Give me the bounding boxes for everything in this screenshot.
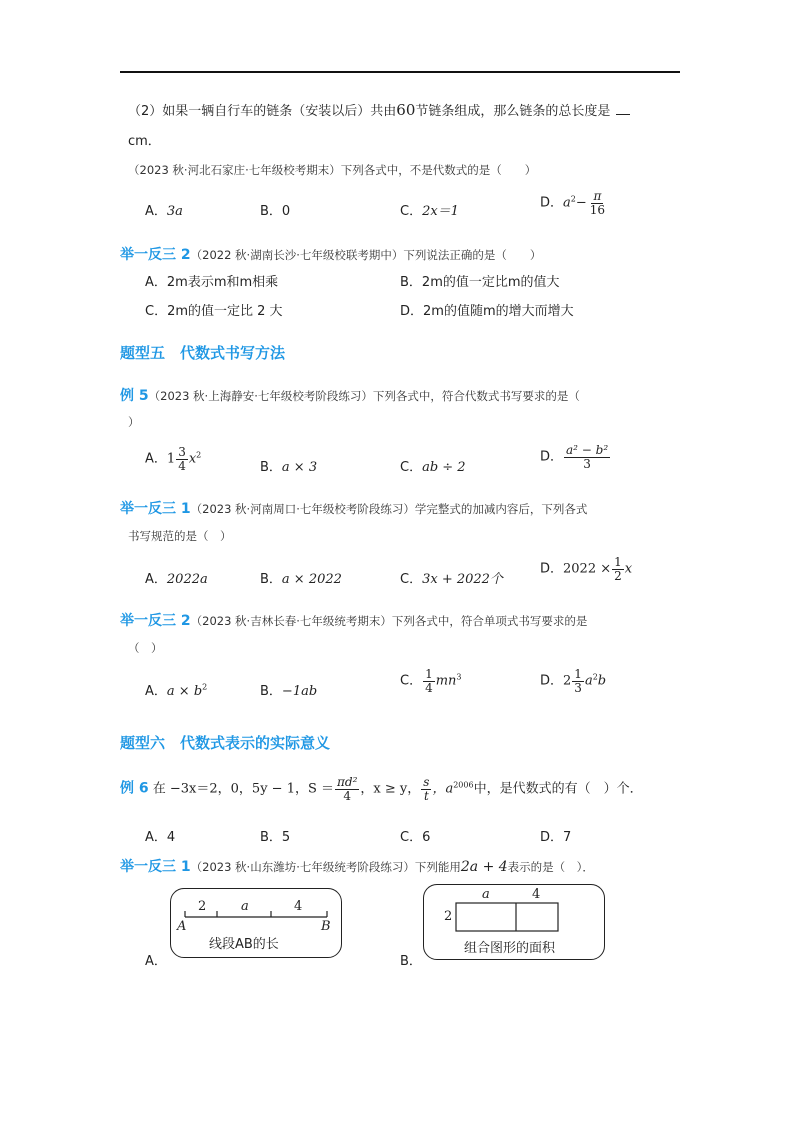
ex6-option-c: C．6 [400, 830, 431, 845]
p4-question-tail: （ ） [128, 641, 163, 655]
ex6-option-b: B．5 [260, 830, 291, 845]
figure-a-caption: 线段AB的长 [209, 937, 279, 952]
ex5-option-c: C．ab ÷ 2 [400, 460, 466, 475]
ex6-option-d: D．7 [540, 830, 572, 845]
p1-d-fraction: $\frac{\pi}{16}$ [589, 189, 606, 217]
ex5-option-b: B．a × 3 [260, 460, 318, 475]
seg-label-a: a [241, 899, 249, 914]
section-heading-6: 题型六 代数式表示的实际意义 [120, 734, 331, 752]
p2-option-c: C．2m的值一定比 2 大 [145, 304, 283, 319]
p2-option-b: B．2m的值一定比m的值大 [400, 275, 560, 290]
p3-option-b: B．a × 2022 [260, 572, 342, 587]
ex5-option-d: D． $\frac{\text{a² − b²}}{3}$ [540, 443, 609, 471]
ex6-option-a: A．4 [145, 830, 176, 845]
q2-line2: cm． [128, 134, 161, 149]
p1-option-d: D．$a^2-$ $\frac{\pi}{16}$ [540, 189, 606, 217]
p2-option-a: A．2m表示m和m相乘 [145, 275, 279, 290]
p5-figure-b [423, 884, 605, 960]
p2-question: 举一反三 2（2022 秋·湖南长沙·七年级校联考期中）下列说法正确的是（ ） [120, 247, 542, 263]
top-rule [120, 71, 680, 73]
seg-label-4: 4 [294, 899, 303, 914]
p5-option-b-label: B． [400, 954, 422, 969]
p4-option-a: A．$a \times b^2$ [145, 682, 208, 699]
p3-question-tail: 书写规范的是（ ） [128, 529, 232, 543]
q2-line1: （2）如果一辆自行车的链条（安装以后）共由60节链条组成，那么链条的总长度是 [128, 100, 630, 119]
p3-option-d: D．2022 × $\frac{1}{2}$ x [540, 555, 633, 583]
ex5-question: 例 5（2023 秋·上海静安·七年级校考阶段练习）下列各式中，符合代数式书写要求的是（ [120, 388, 580, 404]
point-a-label: A [177, 919, 187, 934]
p1-option-a: A．3a [145, 204, 183, 219]
rect-label-2: 2 [444, 909, 453, 924]
p5-option-a-label: A． [145, 954, 167, 969]
p4-question: 举一反三 2（2023 秋·吉林长春·七年级统考期末）下列各式中，符合单项式书写要求的是 [120, 613, 588, 629]
p1-option-c: C．2x＝1 [400, 204, 459, 219]
p4-option-d: D．2 $\frac{1}{3}$ $a^2b$ [540, 667, 607, 695]
rect-label-4: 4 [532, 887, 541, 902]
figure-b-caption: 组合图形的面积 [464, 941, 556, 956]
p2-option-d: D．2m的值随m的增大而增大 [400, 304, 574, 319]
p3-option-c: C．3x + 2022个 [400, 572, 503, 587]
p3-question: 举一反三 1（2023 秋·河南周口·七年级校考阶段练习）学完整式的加减内容后，下列各式 [120, 501, 588, 517]
p3-option-a: A．2022a [145, 572, 208, 587]
p4-option-c: C． $\frac{1}{4}$ $mn^3$ [400, 667, 462, 695]
p5-figure-a [170, 888, 342, 958]
ex6-question: 例 6 在 −3x＝2，0，5y − 1，S ＝ $\frac{\text{πd²}}{4}$ ，x ≥ y， $\frac{s}{t}$ ，$a^{2006}$中，是代数式的有（ ）个． [120, 775, 643, 803]
p1-option-b: B．0 [260, 204, 291, 219]
ex5-question-tail: ） [128, 415, 140, 429]
ex5-option-a: A．1 $\frac{3}{4}$ $x^2$ [145, 445, 202, 473]
answer-blank [616, 114, 630, 115]
seg-label-2: 2 [198, 899, 207, 914]
p5-question: 举一反三 1（2023 秋·山东潍坊·七年级统考阶段练习）下列能用2a + 4表示的是（ ）． [120, 859, 594, 875]
p4-option-b: B．−1ab [260, 684, 318, 699]
point-b-label: B [321, 919, 331, 934]
rect-label-a: a [482, 887, 490, 902]
section-heading-5: 题型五 代数式书写方法 [120, 344, 286, 362]
p1-question: （2023 秋·河北石家庄·七年级校考期末）下列各式中，不是代数式的是（ ） [128, 163, 537, 177]
